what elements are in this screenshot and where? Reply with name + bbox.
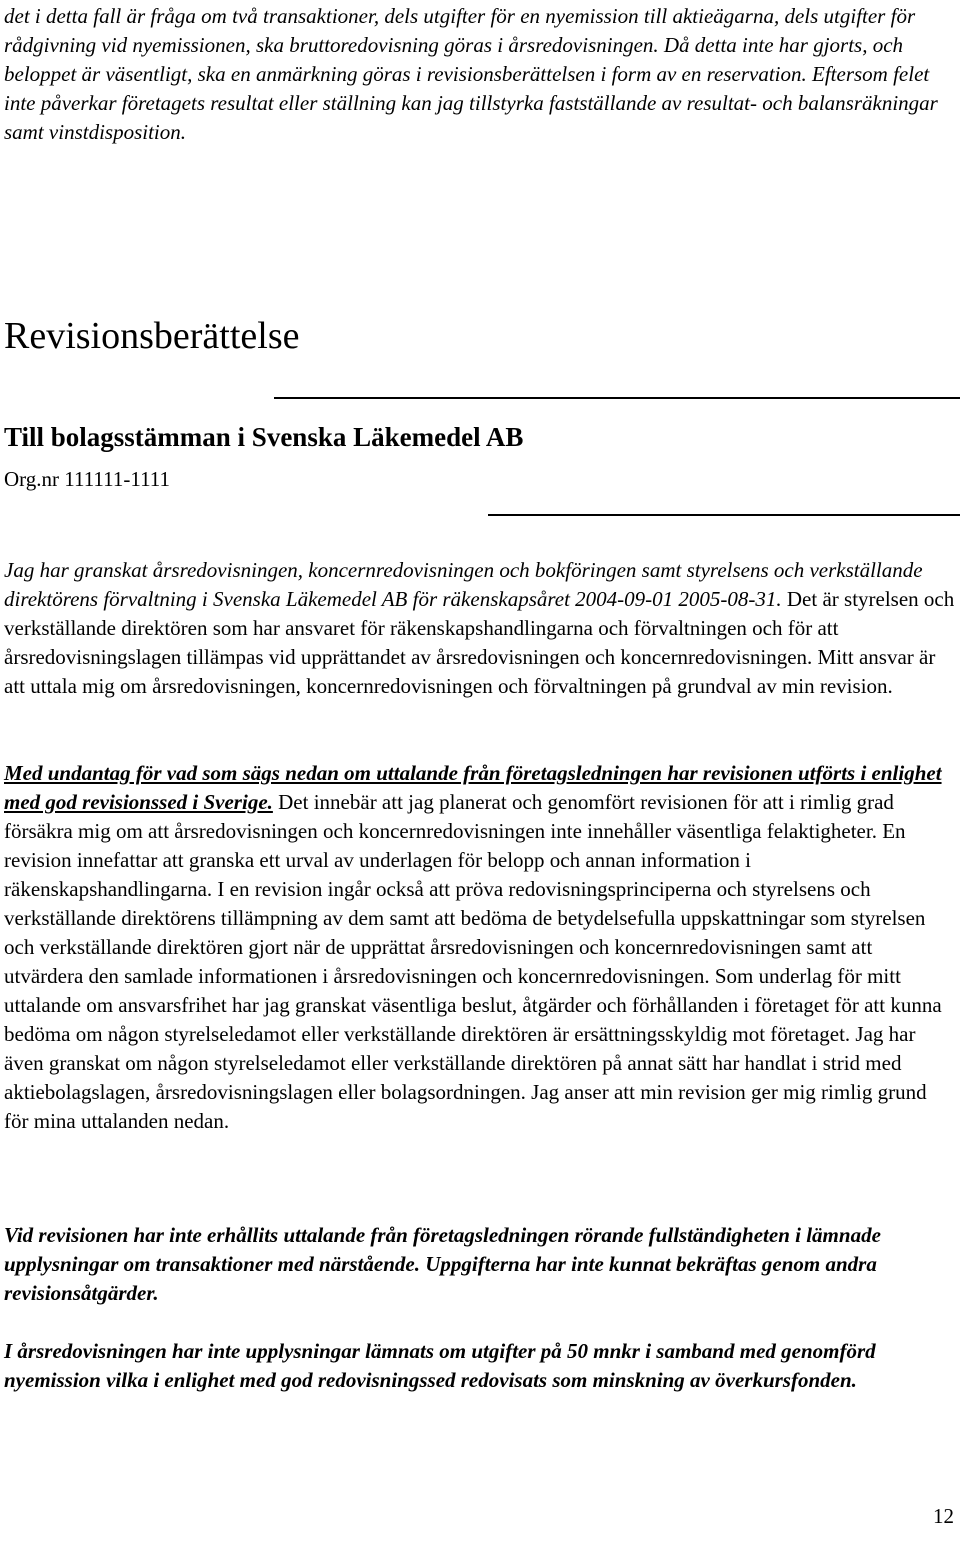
exception-plain-text: Det innebär att jag planerat och genomfört revisionen för att i rimlig grad försäkra mig om att årsredovisningen och koncernredovisningen inte innehåller väsentliga felaktigheter. En revision innefattar att granska ett urval av underlagen för belopp och annan information i räkenskapshandlingarna. I en revision ingår också att pröva redovisningsprinciperna och styrelsens och verkställande direktörens tillämpning av dem samt att bedöma de betydelsefulla uppskattningar som styrelsen och verkställande direktören gjort när de upprättat årsredovisningen och koncernredovisningen samt att utvärdera den samlade informationen i årsredovisningen och koncernredovisningen. Som underlag för mitt uttalande om ansvarsfrihet har jag granskat väsentliga beslut, åtgärder och förhållanden i företaget för att kunna bedöma om någon styrelseledamot eller verkställande direktören är ersättningsskyldig mot företaget. Jag har även granskat om någon styrelseledamot eller verkställande direktören på annat sätt har handlat i strid med aktiebolagslagen, årsredovisningslagen eller bolagsordningen. Jag anser att min revision ger mig rimlig grund för mina uttalanden nedan. bbox=[4, 790, 942, 1133]
issue-paragraph: I årsredovisningen har inte upplysningar lämnats om utgifter på 50 mnkr i samband med genomförd nyemission vilka i enlighet med god redovisningssed redovisats som minskning av överkursfonden. bbox=[4, 1339, 876, 1392]
page-number: 12 bbox=[933, 1504, 954, 1528]
intro-paragraph: det i detta fall är fråga om två transaktioner, dels utgifter för en nyemission till aktieägarna, dels utgifter för rådgivning vid nyemissionen, ska bruttoredovisning göras i årsredovisningen. Då detta inte har gjorts, och beloppet är väsentligt, ska en anmärkning göras i revisionsberättelsen i form av en reservation. Eftersom felet inte påverkar företagets resultat eller ställning kan jag tillstyrka fastställande av resultat- och balansräkningar samt vinstdisposition. bbox=[4, 4, 938, 144]
page-title: Revisionsberättelse bbox=[4, 315, 300, 357]
scope-italic-text: Jag har granskat årsredovisningen, koncernredovisningen och bokföringen samt styrelsens och verkställande direktörens förvaltning i Svenska Läkemedel AB för räkenskapsåret 2004-09-01 2005-08-31. bbox=[4, 558, 923, 611]
addressee-heading: Till bolagsstämman i Svenska Läkemedel AB bbox=[4, 422, 524, 452]
org-number: Org.nr 111111-1111 bbox=[4, 467, 171, 491]
divider-bottom bbox=[488, 514, 960, 516]
exception-paragraph bbox=[4, 759, 956, 1136]
related-party-paragraph: Vid revisionen har inte erhållits uttalande från företagsledningen rörande fullständigheten i lämnade upplysningar om transaktioner med närstående. Uppgifterna har inte kunnat bekräftas genom andra revisionsåtgärder. bbox=[4, 1223, 881, 1305]
scope-paragraph bbox=[4, 556, 956, 701]
exception-bold-text: Med undantag för vad som sägs nedan om uttalande från företagsledningen har revisionen utförts i enlighet med god revisionssed i Sverige. bbox=[4, 761, 942, 814]
divider-top bbox=[274, 397, 960, 399]
scope-plain-text: Det är styrelsen och verkställande direktören som har ansvaret för räkenskapshandlingarna och förvaltningen och för att årsredovisningslagen tillämpas vid upprättandet av årsredovisningen och koncernredovisningen. Mitt ansvar är att uttala mig om årsredovisningen, koncernredovisningen och förvaltningen på grundval av min revision. bbox=[4, 587, 955, 698]
